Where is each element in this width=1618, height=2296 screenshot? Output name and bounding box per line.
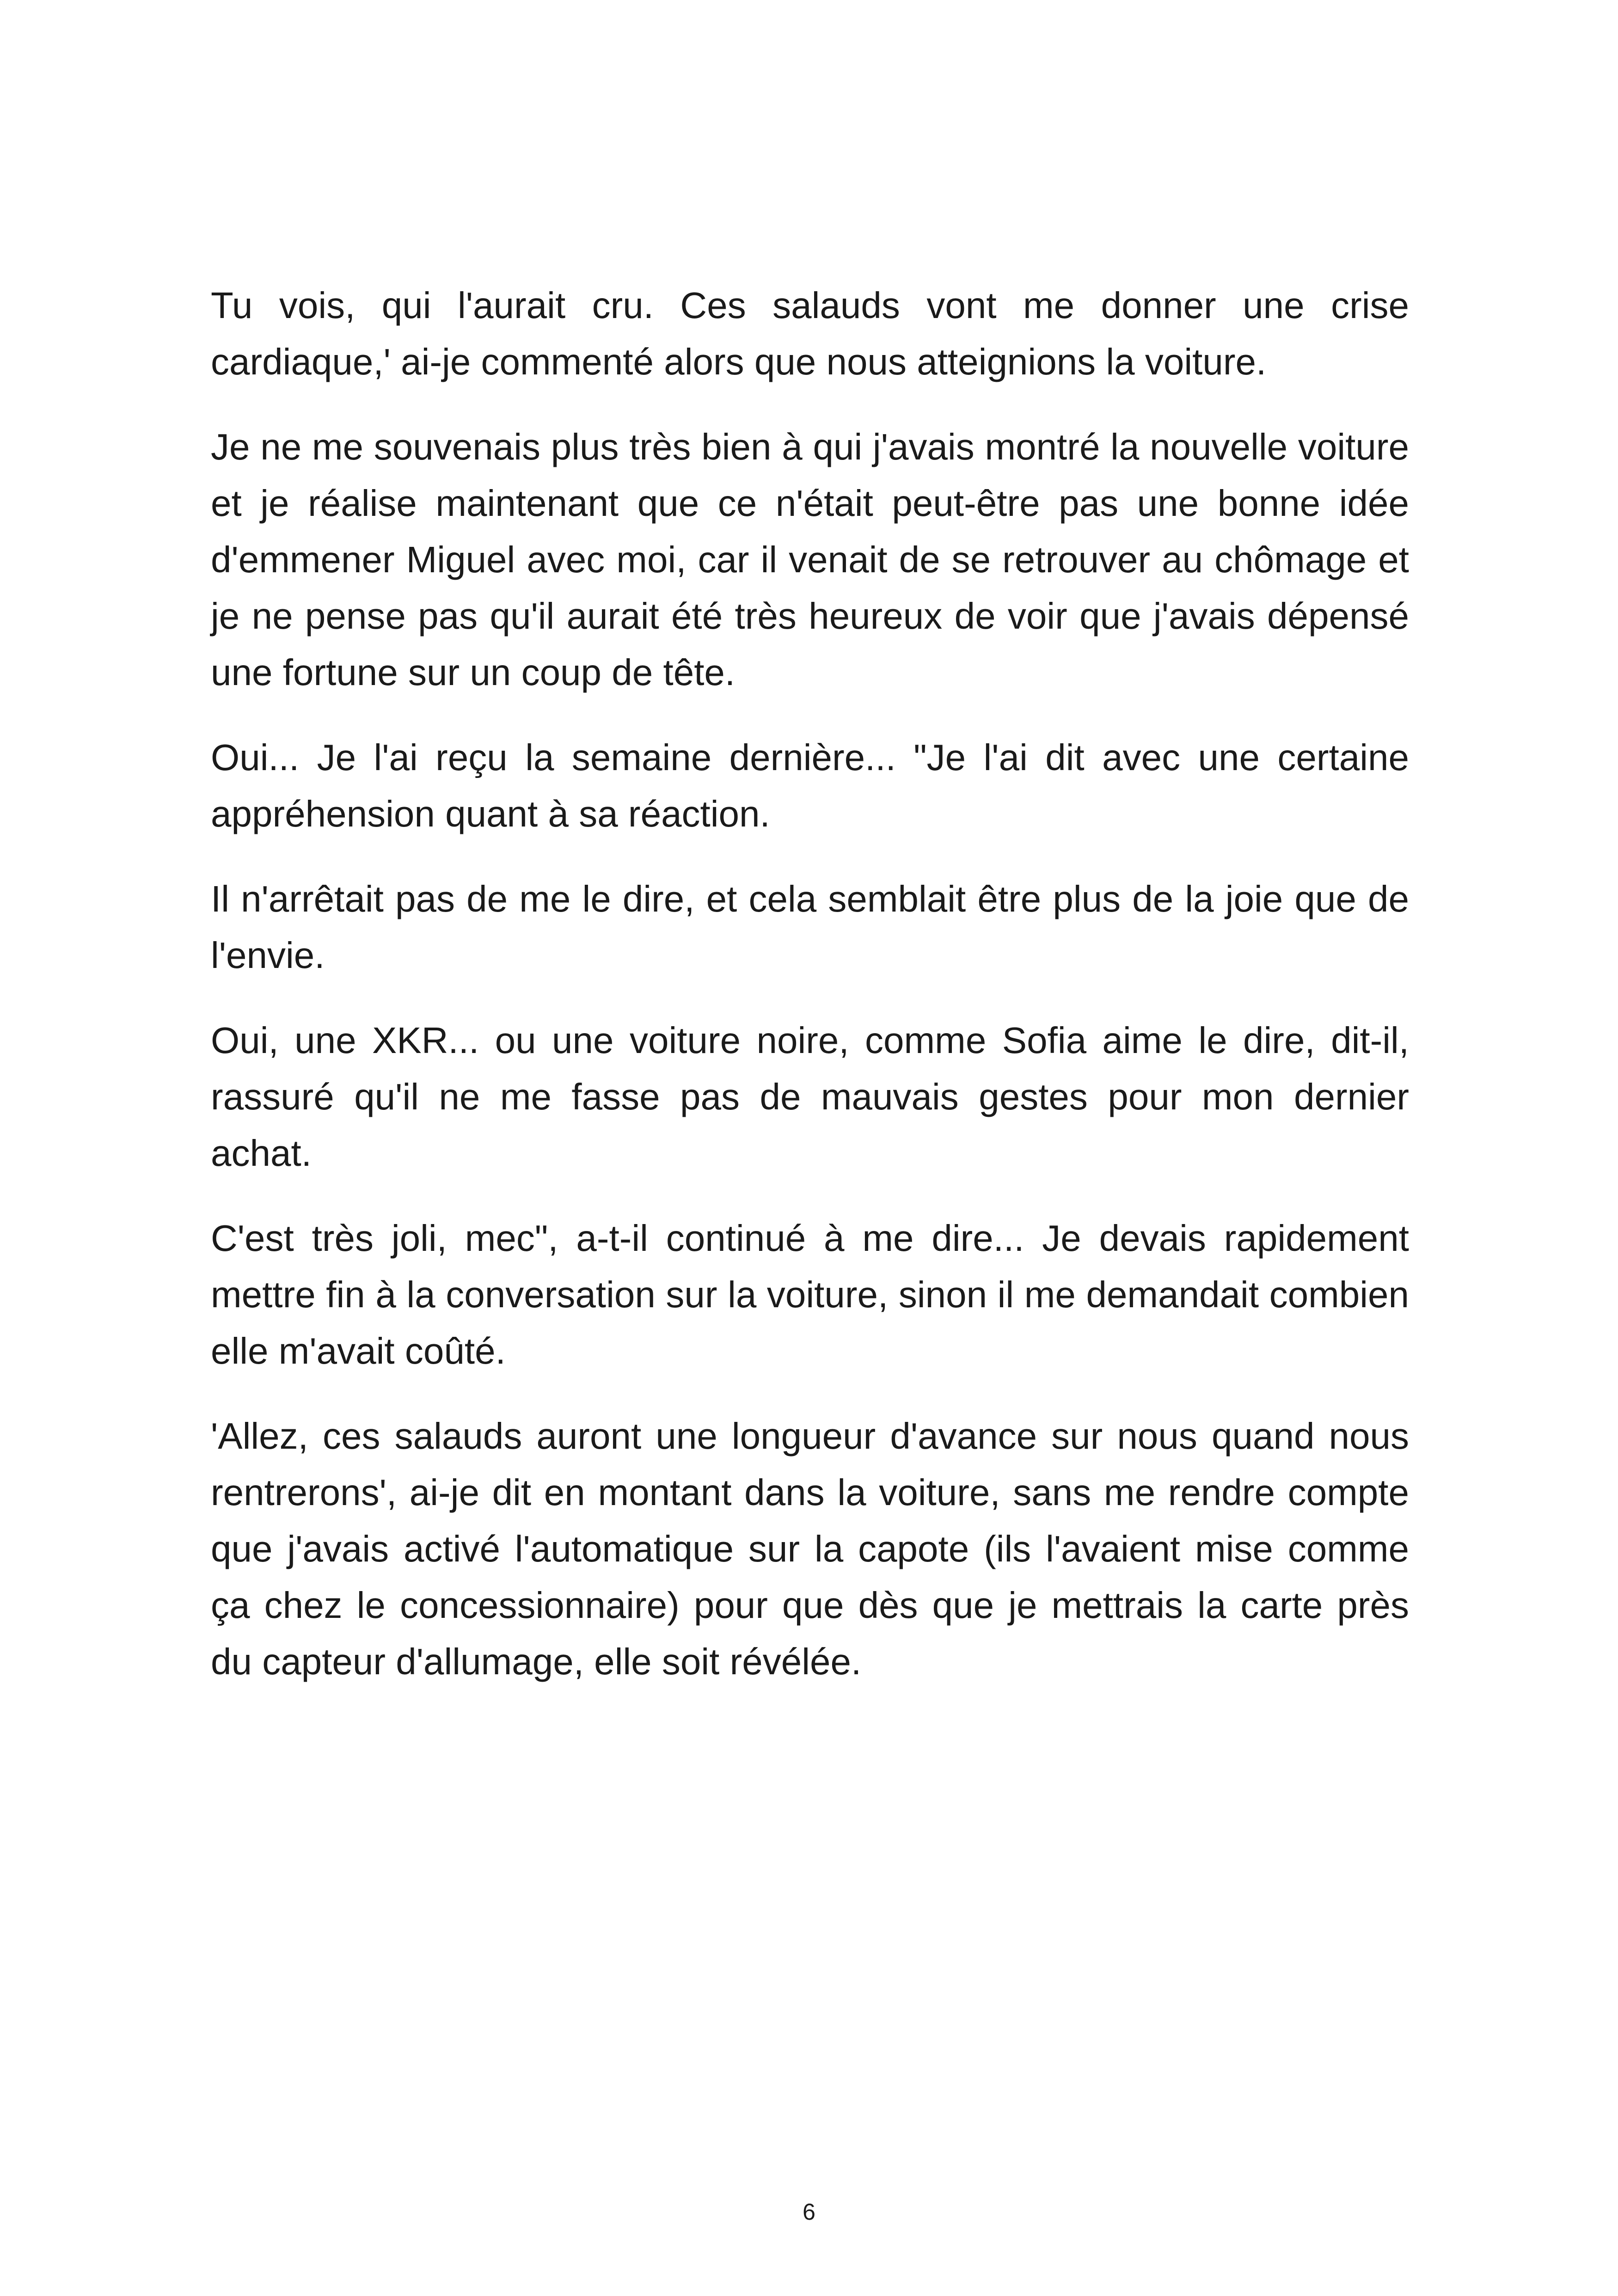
- paragraph: Je ne me souvenais plus très bien à qui j'avais montré la nouvelle voiture et je réalise maintenant que ce n'était peut-être pas une bonne idée d'emmener Miguel avec moi, car il venait de se retrouver au chômage et je ne pense pas qu'il aurait été très heureux de voir que j'avais dépensé une fortune sur un coup de tête.: [211, 426, 1409, 693]
- paragraph: C'est très joli, mec", a-t-il continué à me dire... Je devais rapidement mettre fin à la conversation sur la voiture, sinon il me demandait combien elle m'avait coûté.: [211, 1218, 1409, 1371]
- paragraph: Tu vois, qui l'aurait cru. Ces salauds vont me donner une crise cardiaque,' ai-je commenté alors que nous atteignions la voiture.: [211, 285, 1409, 382]
- paragraph: Oui, une XKR... ou une voiture noire, comme Sofia aime le dire, dit-il, rassuré qu'il ne me fasse pas de mauvais gestes pour mon dernier achat.: [211, 1020, 1409, 1174]
- paragraph: Il n'arrêtait pas de me le dire, et cela semblait être plus de la joie que de l'envie.: [211, 878, 1409, 976]
- page-number: 6: [803, 2199, 815, 2225]
- paragraph: 'Allez, ces salauds auront une longueur d'avance sur nous quand nous rentrerons', ai-je dit en montant dans la voiture, sans me rendre compte que j'avais activé l'automatique sur la capote (ils l'avaient mise comme ça chez le concessionnaire) pour que dès que je mettrais la carte près du capteur d'allumage, elle soit révélée.: [211, 1415, 1409, 1682]
- paragraph: Oui... Je l'ai reçu la semaine dernière... "Je l'ai dit avec une certaine appréhension quant à sa réaction.: [211, 737, 1409, 834]
- body-text: [211, 277, 1409, 1719]
